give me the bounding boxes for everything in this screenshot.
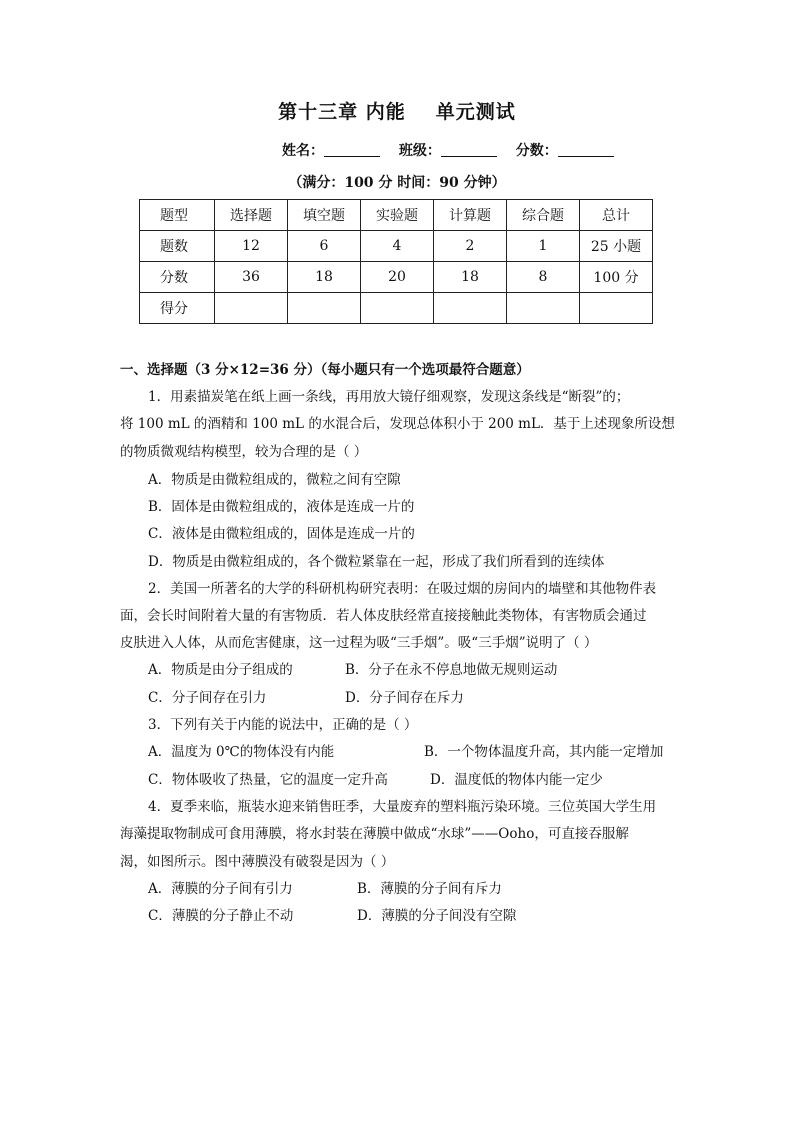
title-chapter: 第十三章 内能 <box>278 101 406 123</box>
table-cell: 综合题 <box>507 200 580 231</box>
table-cell: 18 <box>434 262 507 293</box>
score-blank[interactable] <box>558 142 614 157</box>
table-cell[interactable] <box>580 293 653 324</box>
table-cell: 分数 <box>140 262 215 293</box>
table-cell: 12 <box>215 231 288 262</box>
q2-option-d: D．分子间存在斥力 <box>345 690 464 706</box>
table-header-row <box>140 200 653 231</box>
table-cell: 8 <box>507 262 580 293</box>
section-heading: 一、选择题（3 分×12=36 分）（每小题只有一个选项最符合题意） <box>120 362 530 378</box>
table-cell: 100 分 <box>580 262 653 293</box>
q2-line3: 皮肤进入人体，从而危害健康，这一过程为吸“三手烟”。吸“三手烟”说明了（ ） <box>120 635 598 651</box>
q1-line3: 的物质微观结构模型，较为合理的是（ ） <box>120 444 368 460</box>
q1-line1: 1．用素描炭笔在纸上画一条线，再用放大镜仔细观察，发现这条线是“断裂”的； <box>148 389 630 405</box>
class-blank[interactable] <box>441 142 497 157</box>
table-cell[interactable] <box>215 293 288 324</box>
q4-option-b: B．薄膜的分子间有斥力 <box>357 881 502 897</box>
table-row <box>140 262 653 293</box>
table-cell: 得分 <box>140 293 215 324</box>
q3-option-c: C．物体吸收了热量，它的温度一定升高 <box>148 772 388 788</box>
q2-line1: 2．美国一所著名的大学的科研机构研究表明：在吸过烟的房间内的墙壁和其他物件表 <box>148 581 657 597</box>
q2-option-a: A．物质是由分子组成的 <box>148 662 293 678</box>
q1-option-a: A．物质是由微粒组成的，微粒之间有空隙 <box>148 472 401 488</box>
q1-option-c: C．液体是由微粒组成的，固体是连成一片的 <box>148 526 415 542</box>
table-cell: 18 <box>288 262 361 293</box>
name-blank[interactable] <box>324 142 380 157</box>
title-test: 单元测试 <box>435 101 516 123</box>
q1-option-d: D．物质是由微粒组成的，各个微粒紧靠在一起，形成了我们所看到的连续体 <box>148 554 605 570</box>
table-cell[interactable] <box>507 293 580 324</box>
q3-option-a: A．温度为 0℃的物体没有内能 <box>148 744 335 760</box>
table-cell: 选择题 <box>215 200 288 231</box>
q1-line2: 将 100 mL 的酒精和 100 mL 的水混合后，发现总体积小于 200 mL．基于上述现象所设想 <box>120 416 675 432</box>
q4-option-c: C．薄膜的分子静止不动 <box>148 908 294 924</box>
table-cell: 实验题 <box>361 200 434 231</box>
table-row <box>140 231 653 262</box>
table-cell[interactable] <box>434 293 507 324</box>
q4-line1: 4．夏季来临，瓶装水迎来销售旺季，大量废弃的塑料瓶污染环境。三位英国大学生用 <box>148 799 657 815</box>
table-cell: 题数 <box>140 231 215 262</box>
q2-option-b: B．分子在永不停息地做无规则运动 <box>345 662 558 678</box>
q2-option-c: C．分子间存在引力 <box>148 690 267 706</box>
q2-line2: 面，会长时间附着大量的有害物质．若人体皮肤经常直接接触此类物体，有害物质会通过 <box>120 608 647 624</box>
table-cell: 1 <box>507 231 580 262</box>
table-cell: 填空题 <box>288 200 361 231</box>
table-cell: 4 <box>361 231 434 262</box>
table-cell: 6 <box>288 231 361 262</box>
table-cell: 题型 <box>140 200 215 231</box>
score-label: 分数： <box>515 143 558 159</box>
score-table <box>139 199 653 324</box>
table-cell: 20 <box>361 262 434 293</box>
q4-option-a: A．薄膜的分子间有引力 <box>148 881 293 897</box>
table-cell: 总计 <box>580 200 653 231</box>
exam-subtitle: （满分：100 分 时间：90 分钟） <box>288 175 506 191</box>
q3-line1: 3．下列有关于内能的说法中，正确的是（ ） <box>148 717 418 733</box>
class-label: 班级： <box>398 143 441 159</box>
q3-option-d: D．温度低的物体内能一定少 <box>430 772 603 788</box>
q1-option-b: B．固体是由微粒组成的，液体是连成一片的 <box>148 499 415 515</box>
table-cell: 25 小题 <box>580 231 653 262</box>
q4-line3: 渴，如图所示。图中薄膜没有破裂是因为（ ） <box>120 854 395 870</box>
table-row <box>140 293 653 324</box>
table-cell[interactable] <box>288 293 361 324</box>
table-cell: 36 <box>215 262 288 293</box>
table-cell[interactable] <box>361 293 434 324</box>
name-label: 姓名： <box>282 143 324 159</box>
page-title <box>0 97 794 124</box>
table-cell: 计算题 <box>434 200 507 231</box>
q4-option-d: D．薄膜的分子间没有空隙 <box>357 908 517 924</box>
student-info-row <box>282 140 628 160</box>
q4-line2: 海藻提取物制成可食用薄膜，将水封装在薄膜中做成“水球”——Ooho，可直接吞服解 <box>120 826 629 842</box>
table-cell: 2 <box>434 231 507 262</box>
q3-option-b: B．一个物体温度升高，其内能一定增加 <box>424 744 664 760</box>
